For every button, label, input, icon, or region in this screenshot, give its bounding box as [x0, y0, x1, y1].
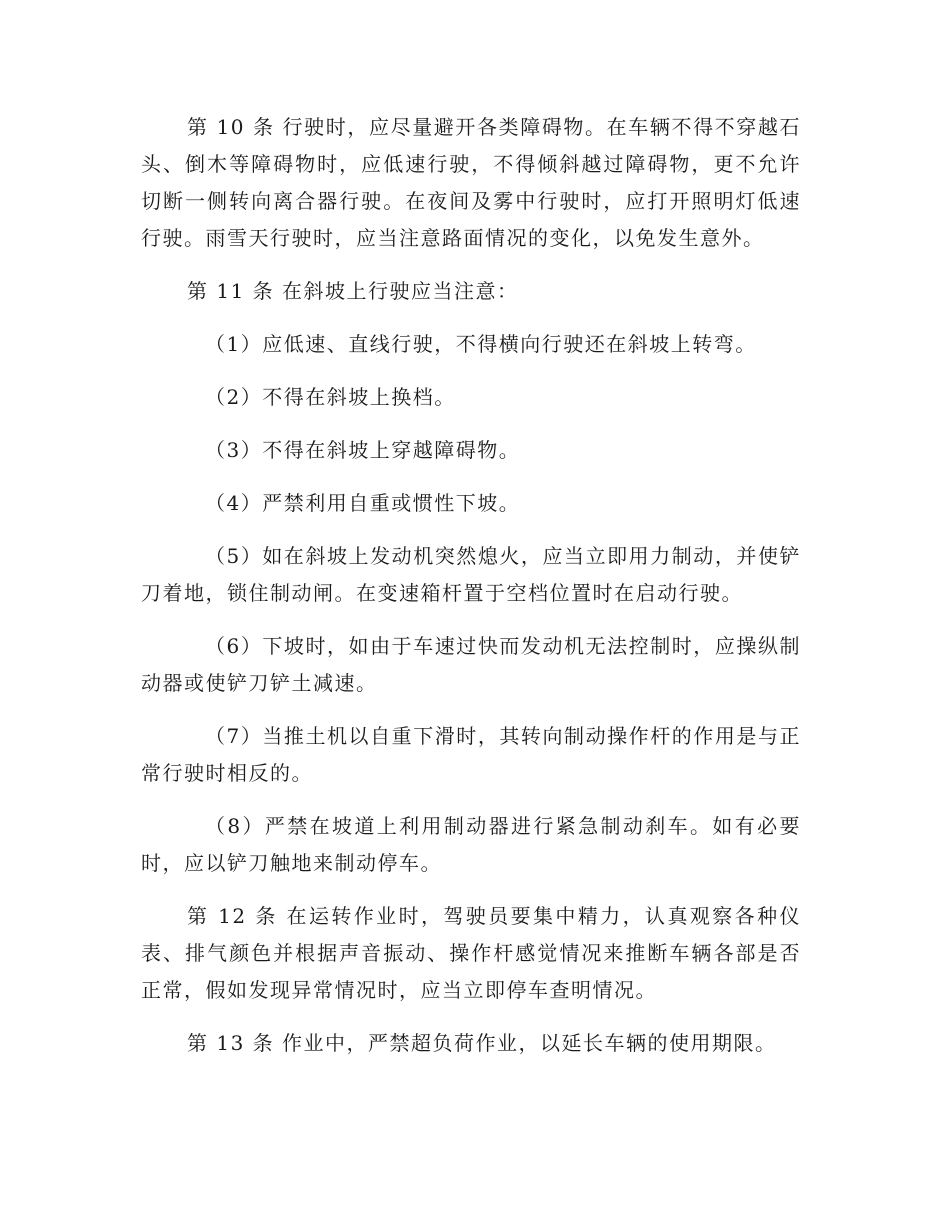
- article-11-item-6: （6）下坡时，如由于车速过快而发动机无法控制时，应操纵制动器或使铲刀铲土减速。: [141, 634, 801, 695]
- article-10-paragraph: 第 10 条 行驶时，应尽量避开各类障碍物。在车辆不得不穿越石头、倒木等障碍物时，应低速行驶，不得倾斜越过障碍物，更不允许切断一侧转向离合器行驶。在夜间及雾中行驶时，应打开照明灯低速行驶。雨雪天行驶时，应当注意路面情况的变化，以免发生意外。: [141, 115, 801, 250]
- article-11-item-7: （7）当推土机以自重下滑时，其转向制动操作杆的作用是与正常行驶时相反的。: [141, 724, 801, 785]
- article-11-heading: 第 11 条 在斜坡上行驶应当注意：: [187, 279, 519, 303]
- article-11-item-2: （2）不得在斜坡上换档。: [205, 385, 456, 409]
- article-11-item-8: （8）严禁在坡道上利用制动器进行紧急制动刹车。如有必要时，应以铲刀触地来制动停车。: [141, 814, 801, 875]
- document-body: [141, 109, 801, 1078]
- article-11-item-5: （5）如在斜坡上发动机突然熄火，应当立即用力制动，并使铲刀着地，锁住制动闸。在变速箱杆置于空档位置时在启动行驶。: [141, 544, 801, 605]
- article-13-paragraph: 第 13 条 作业中，严禁超负荷作业，以延长车辆的使用期限。: [187, 1031, 777, 1055]
- article-12-paragraph: 第 12 条 在运转作业时，驾驶员要集中精力，认真观察各种仪表、排气颜色并根据声音振动、操作杆感觉情况来推断车辆各部是否正常，假如发现异常情况时，应当立即停车查明情况。: [141, 904, 801, 1002]
- article-11-item-3: （3）不得在斜坡上穿越障碍物。: [205, 438, 521, 462]
- article-11-item-1: （1）应低速、直线行驶，不得横向行驶还在斜坡上转弯。: [205, 332, 757, 356]
- article-11-item-4: （4）严禁利用自重或惯性下坡。: [205, 491, 521, 515]
